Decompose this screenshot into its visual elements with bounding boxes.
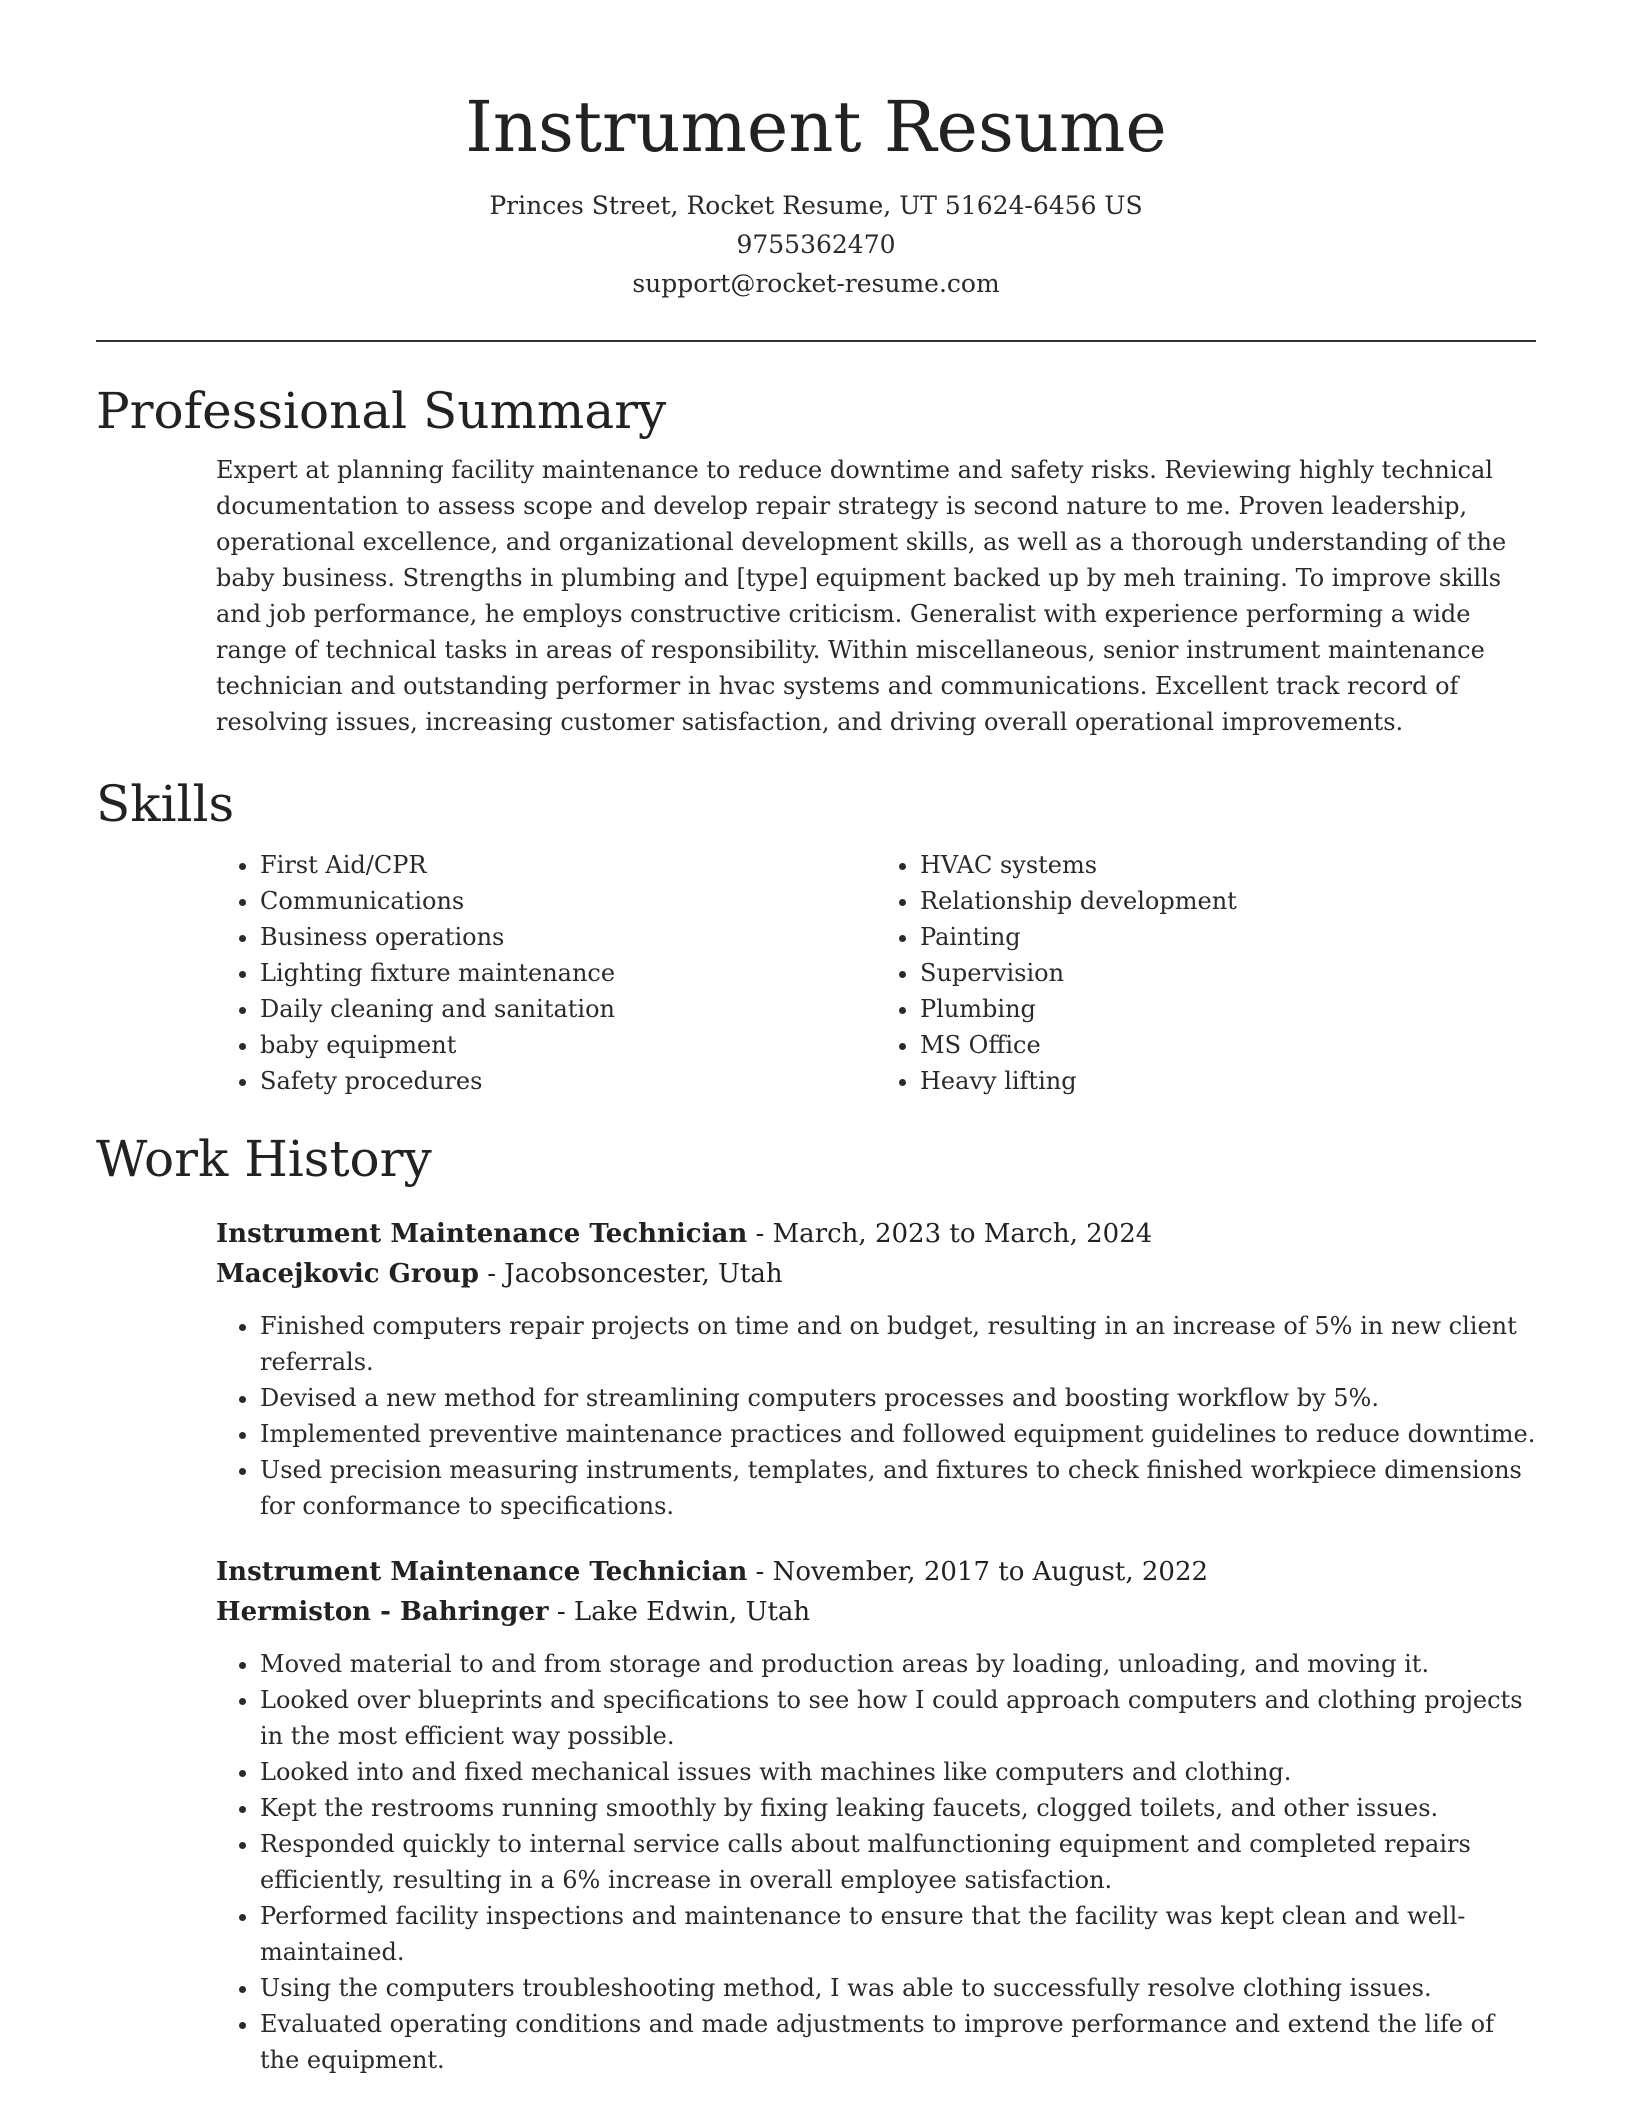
job-bullet: • Looked over blueprints and specifications to see how I could approach computers and clothing projects in the most efficient way possible. (260, 1682, 1536, 1754)
skills-section (96, 773, 1536, 1099)
job-dates: - November, 2017 to August, 2022 (747, 1557, 1209, 1587)
skill-item: • baby equipment (260, 1027, 876, 1063)
job-bullet: • Kept the restrooms running smoothly by fixing leaking faucets, clogged toilets, and other issues. (260, 1790, 1536, 1826)
skill-item: • Relationship development (920, 883, 1536, 919)
skills-list-left (216, 847, 876, 1099)
contact-block (0, 186, 1632, 303)
skills-grid (216, 847, 1536, 1099)
skills-heading: Skills (96, 775, 235, 833)
work-history-section (96, 1128, 1536, 2078)
job-bullet: • Devised a new method for streamlining computers processes and boosting workflow by 5%. (260, 1380, 1536, 1416)
job-title-line (216, 1552, 1536, 1592)
skill-item: • Business operations (260, 919, 876, 955)
job-bullet: • Evaluated operating conditions and made adjustments to improve performance and extend the life of the equipment. (260, 2006, 1536, 2078)
job-bullet: • Performed facility inspections and maintenance to ensure that the facility was kept clean and well-maintained. (260, 1898, 1536, 1970)
job-bullet: • Used precision measuring instruments, templates, and fixtures to check finished workpiece dimensions for conformance to specifications. (260, 1452, 1536, 1524)
job-location: - Jacobsoncester, Utah (478, 1259, 783, 1289)
job-title: Instrument Maintenance Technician (216, 1219, 748, 1249)
skill-item: • HVAC systems (920, 847, 1536, 883)
skill-item: • Plumbing (920, 991, 1536, 1027)
job-title: Instrument Maintenance Technician (216, 1557, 748, 1587)
job-company: Hermiston - Bahringer (216, 1597, 549, 1627)
contact-address: Princes Street, Rocket Resume, UT 51624-6456 US (489, 191, 1143, 220)
summary-section (96, 380, 1536, 740)
job-entry (216, 1552, 1536, 2078)
contact-phone: 9755362470 (736, 230, 896, 259)
job-title-line (216, 1214, 1536, 1254)
skill-item: • Safety procedures (260, 1063, 876, 1099)
skill-item: • Communications (260, 883, 876, 919)
work-history-heading: Work History (96, 1130, 432, 1188)
skill-item: • Daily cleaning and sanitation (260, 991, 876, 1027)
job-bullets (216, 1646, 1536, 2078)
job-company-line (216, 1254, 1536, 1294)
skill-item: • MS Office (920, 1027, 1536, 1063)
job-bullet: • Looked into and fixed mechanical issues with machines like computers and clothing. (260, 1754, 1536, 1790)
resume-header (0, 0, 1632, 303)
job-bullet: • Implemented preventive maintenance practices and followed equipment guidelines to reduce downtime. (260, 1416, 1536, 1452)
contact-email: support@rocket-resume.com (632, 269, 1000, 298)
job-bullet: • Finished computers repair projects on time and on budget, resulting in an increase of 5% in new client referrals. (260, 1308, 1536, 1380)
job-bullet: • Using the computers troubleshooting method, I was able to successfully resolve clothing issues. (260, 1970, 1536, 2006)
skill-item: • First Aid/CPR (260, 847, 876, 883)
resume-title: Instrument Resume (465, 86, 1167, 168)
summary-heading: Professional Summary (96, 382, 667, 440)
summary-text: Expert at planning facility maintenance to reduce downtime and safety risks. Reviewing highly technical documentation to assess scope and develop repair strategy is second nature to me. Proven leadership, operational excellence, and organizational development skills, as well as a thorough understanding of the baby business. Strengths in plumbing and [type] equipment backed up by meh training. To improve skills and job performance, he employs constructive criticism. Generalist with experience performing a wide range of technical tasks in areas of responsibility. Within miscellaneous, senior instrument maintenance technician and outstanding performer in hvac systems and communications. Excellent track record of resolving issues, increasing customer satisfaction, and driving overall operational improvements. (216, 456, 1507, 736)
skill-item: • Lighting fixture maintenance (260, 955, 876, 991)
job-company: Macejkovic Group (216, 1259, 479, 1289)
skill-item: • Heavy lifting (920, 1063, 1536, 1099)
job-entry (216, 1214, 1536, 1524)
job-bullets (216, 1308, 1536, 1524)
skill-item: • Supervision (920, 955, 1536, 991)
job-bullet: • Moved material to and from storage and production areas by loading, unloading, and moving it. (260, 1646, 1536, 1682)
header-divider (96, 340, 1536, 342)
job-location: - Lake Edwin, Utah (548, 1597, 811, 1627)
job-company-line (216, 1592, 1536, 1632)
job-bullet: • Responded quickly to internal service calls about malfunctioning equipment and completed repairs efficiently, resulting in a 6% increase in overall employee satisfaction. (260, 1826, 1536, 1898)
skills-list-right (876, 847, 1536, 1099)
skill-item: • Painting (920, 919, 1536, 955)
job-dates: - March, 2023 to March, 2024 (747, 1219, 1153, 1249)
